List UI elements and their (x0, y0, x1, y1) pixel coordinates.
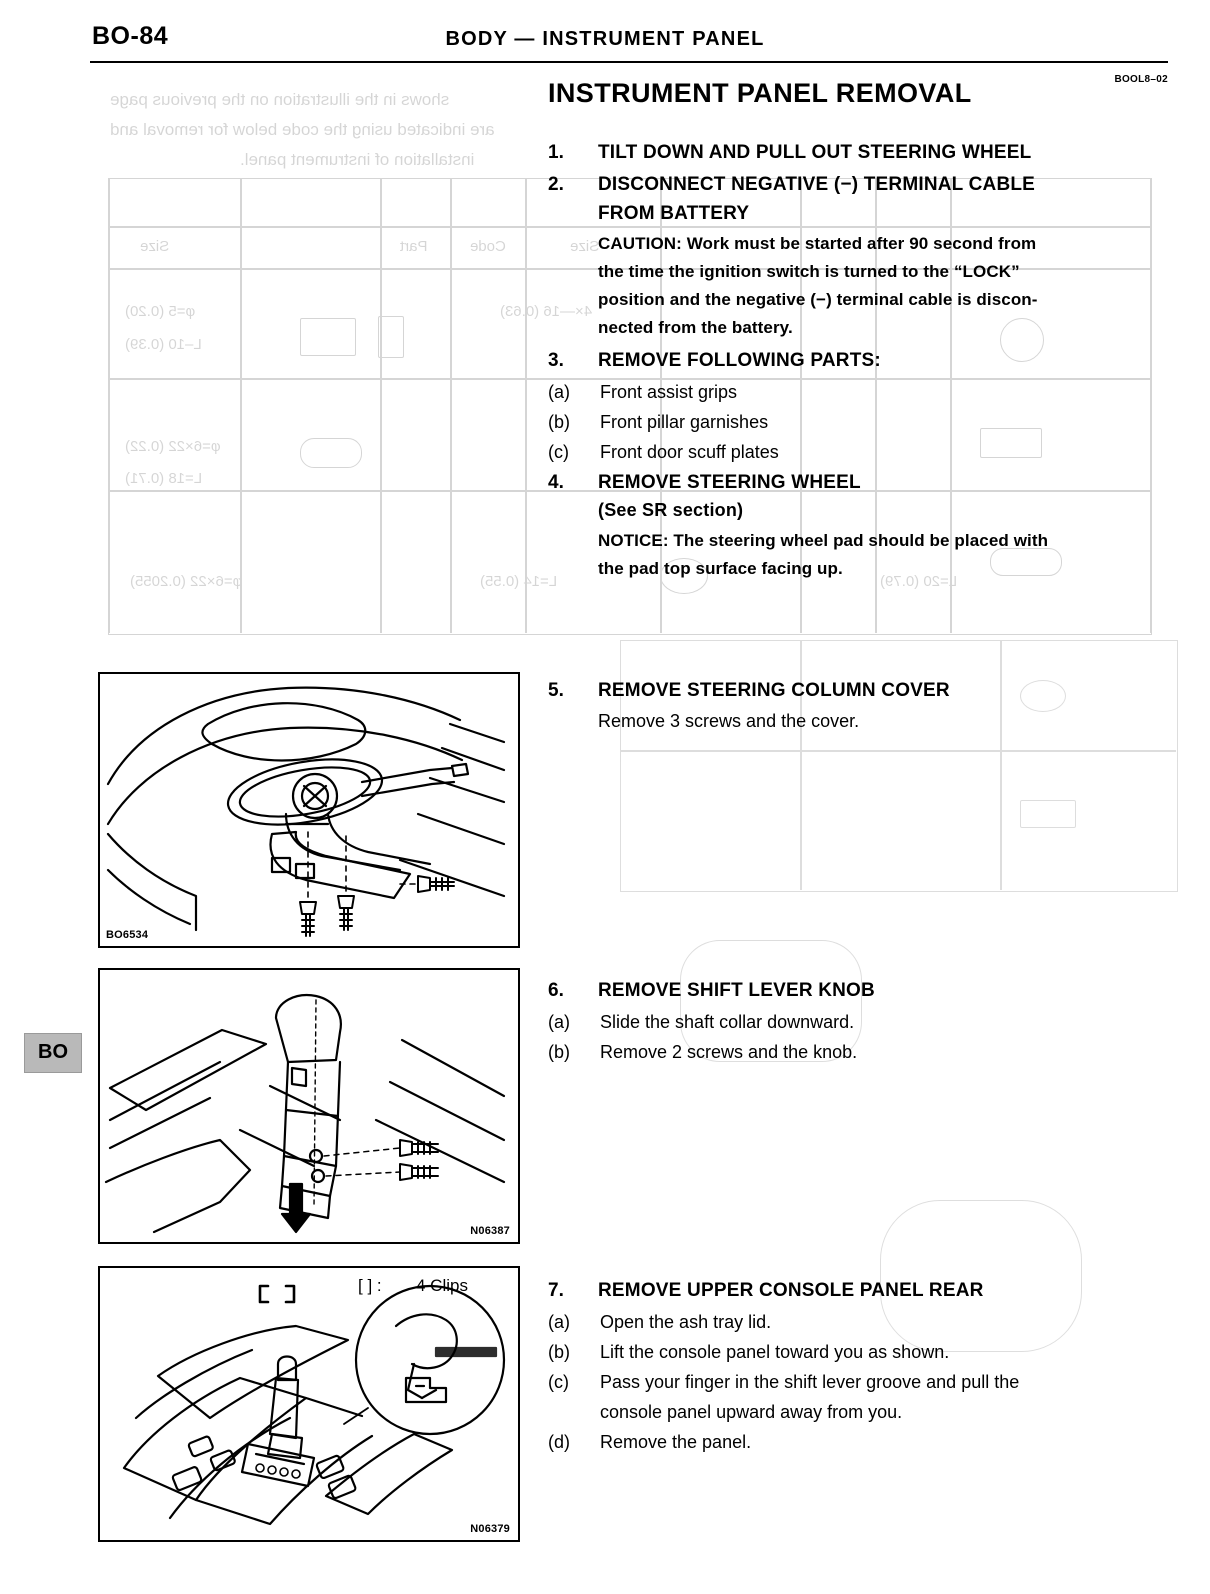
ghost-icon (990, 548, 1062, 576)
figure-3-caption: 4 Clips (416, 1276, 468, 1295)
step-2-caution-line2: the time the ignition switch is turned to the “LOCK” (598, 262, 1020, 281)
step-6-item-b-label: (b) (548, 1042, 570, 1062)
step-3-item-c-label: (c) (548, 442, 569, 462)
figure-3-clip-marker: [ ] : (358, 1276, 382, 1295)
step-2-title-line2: FROM BATTERY (598, 203, 750, 224)
ghost-line: installation of instrument panel. (240, 150, 475, 169)
step-2-number: 2. (548, 174, 564, 195)
step-1-title: TILT DOWN AND PULL OUT STEERING WHEEL (598, 142, 1032, 163)
ghost-icon (300, 438, 362, 468)
step-2-title-line1: DISCONNECT NEGATIVE (−) TERMINAL CABLE (598, 174, 1036, 195)
step-7-title: REMOVE UPPER CONSOLE PANEL REAR (598, 1280, 984, 1301)
figure-2-drawing (100, 970, 514, 1238)
ghost-icon (300, 318, 356, 356)
ghost-icon (980, 428, 1042, 458)
page-header (0, 14, 1210, 60)
section-tab-label: BO (38, 1041, 68, 1063)
step-3-item-a-text: Front assist grips (600, 382, 738, 402)
ghost-rule (240, 178, 242, 633)
document-code: BOOL8–02 (1114, 74, 1168, 85)
step-7-item-d-label: (d) (548, 1432, 570, 1452)
step-3-item-b-text: Front pillar garnishes (600, 412, 769, 432)
figure-1-drawing (100, 674, 514, 942)
step-5-text: Remove 3 screws and the cover. (598, 711, 860, 731)
step-2-caution-line1: CAUTION: Work must be started after 90 second from (598, 234, 1037, 253)
figure-3-code: N06379 (470, 1523, 510, 1535)
step-6-item-a-text: Slide the shaft collar downward. (600, 1012, 855, 1032)
ghost-cell: L=14 (0.55) (480, 573, 558, 590)
step-5-number: 5. (548, 680, 564, 701)
step-6-item-b-text: Remove 2 screws and the knob. (600, 1042, 858, 1062)
ghost-header-cell: Code (470, 238, 506, 255)
ghost-header-cell: Size (570, 238, 600, 255)
step-6-item-a-label: (a) (548, 1012, 570, 1032)
ghost-icon (1000, 318, 1044, 362)
ghost-cell: 4×—16 (0.63) (500, 303, 593, 320)
step-2-caution-line3: position and the negative (−) terminal cable is discon- (598, 290, 1038, 309)
ghost-rule (525, 178, 527, 633)
step-6-title: REMOVE SHIFT LEVER KNOB (598, 980, 875, 1001)
ghost-rule (1150, 178, 1152, 633)
ghost-rule (108, 178, 110, 633)
header-divider (90, 61, 1168, 63)
step-4-title: REMOVE STEERING WHEEL (598, 472, 861, 493)
step-7-number: 7. (548, 1280, 564, 1301)
page-number: BO-84 (92, 22, 169, 50)
ghost-cell: L=18 (0.71) (125, 470, 203, 487)
step-7-item-a-text: Open the ash tray lid. (600, 1312, 772, 1332)
step-4-notice-line1: NOTICE: The steering wheel pad should be placed with (598, 531, 1049, 550)
page-title: INSTRUMENT PANEL REMOVAL (548, 78, 972, 108)
header-title: BODY — INSTRUMENT PANEL (445, 28, 765, 50)
ghost-icon (378, 316, 404, 358)
step-3-item-a-label: (a) (548, 382, 570, 402)
step-7-item-c-text-line2: console panel upward away from you. (600, 1402, 903, 1422)
step-4-number: 4. (548, 472, 564, 493)
ghost-line: are indicated using the code below for removal and (110, 120, 495, 139)
step-3-number: 3. (548, 350, 564, 371)
step-7-item-c-label: (c) (548, 1372, 569, 1392)
ghost-header-cell: Size (140, 238, 170, 255)
ghost-cell: L–10 (0.39) (125, 336, 202, 353)
ghost-rule (380, 178, 382, 633)
step-5-title: REMOVE STEERING COLUMN COVER (598, 680, 950, 701)
step-6-number: 6. (548, 980, 564, 1001)
ghost-rule (450, 178, 452, 633)
step-2-caution-line4: nected from the battery. (598, 318, 793, 337)
ghost-cell: L=20 (0.79) (880, 573, 958, 590)
step-7-item-c-text-line1: Pass your finger in the shift lever groove and pull the (600, 1372, 1020, 1392)
step-3-title: REMOVE FOLLOWING PARTS: (598, 350, 881, 371)
ghost-line: shows in the illustration on the previous page (110, 90, 450, 109)
step-7-item-d-text: Remove the panel. (600, 1432, 752, 1452)
ghost-rule (108, 378, 1150, 380)
figure-1-code: BO6534 (106, 929, 149, 941)
figure-shift-lever-knob (98, 968, 520, 1244)
step-7-item-a-label: (a) (548, 1312, 570, 1332)
step-7-item-b-text: Lift the console panel toward you as shown. (600, 1342, 950, 1362)
ghost-rule (108, 226, 1150, 228)
ghost-cell: φ=6×22 (0.2055) (130, 573, 243, 590)
figure-steering-column-cover (98, 672, 520, 948)
section-tab-bo (24, 1033, 82, 1073)
step-7-item-b-label: (b) (548, 1342, 570, 1362)
figure-3-drawing (100, 1268, 514, 1536)
step-3-item-b-label: (b) (548, 412, 570, 432)
step-3-item-c-text: Front door scuff plates (600, 442, 779, 462)
figure-2-code: N06387 (470, 1225, 510, 1237)
step-1-number: 1. (548, 142, 564, 163)
ghost-cell: φ=5 (0.20) (125, 303, 196, 320)
step-4-subtitle: (See SR section) (598, 500, 744, 520)
step-4-notice-line2: the pad top surface facing up. (598, 559, 843, 578)
ghost-cell: φ=6×22 (0.22) (125, 438, 221, 455)
figure-upper-console-panel (98, 1266, 520, 1542)
ghost-header-cell: Part (400, 238, 428, 255)
